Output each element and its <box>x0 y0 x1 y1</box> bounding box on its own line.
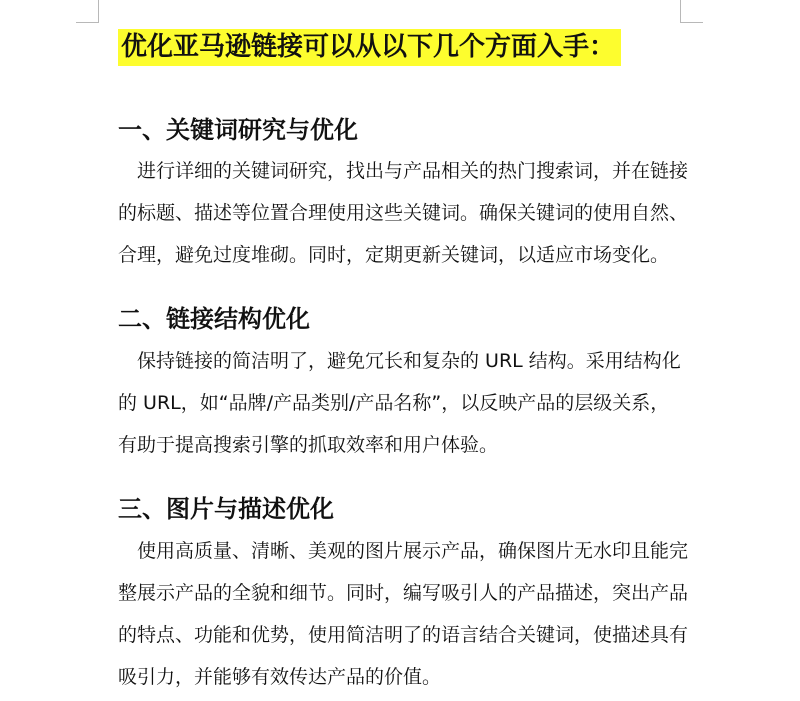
paragraph-line: 吸引力，并能够有效传达产品的价值。 <box>118 666 442 688</box>
section-paragraph-image-description <box>118 530 690 698</box>
page-margin-mark-left <box>76 0 99 23</box>
section-paragraph-keyword-research <box>118 150 690 276</box>
paragraph-line: 使用高质量、清晰、美观的图片展示产品，确保图片无水印且能完 <box>137 540 689 562</box>
paragraph-line: 合理，避免过度堆砌。同时，定期更新关键词，以适应市场变化。 <box>118 244 670 266</box>
section-paragraph-link-structure <box>118 340 690 466</box>
page-margin-mark-right <box>680 0 703 23</box>
document-title: 优化亚马逊链接可以从以下几个方面入手： <box>118 29 621 66</box>
section-heading-keyword-research: 一、关键词研究与优化 <box>118 116 358 144</box>
paragraph-line: 的特点、功能和优势，使用简洁明了的语言结合关键词，使描述具有 <box>118 624 689 646</box>
paragraph-line: 整展示产品的全貌和细节。同时，编写吸引人的产品描述，突出产品 <box>118 582 689 604</box>
section-heading-image-description: 三、图片与描述优化 <box>118 495 334 523</box>
section-heading-link-structure: 二、链接结构优化 <box>118 305 310 333</box>
paragraph-line: 的 URL，如“品牌/产品类别/产品名称”，以反映产品的层级关系， <box>118 392 670 414</box>
paragraph-line: 有助于提高搜索引擎的抓取效率和用户体验。 <box>118 434 499 456</box>
paragraph-line: 保持链接的简洁明了，避免冗长和复杂的 URL 结构。采用结构化 <box>137 350 681 372</box>
paragraph-line: 的标题、描述等位置合理使用这些关键词。确保关键词的使用自然、 <box>118 202 689 224</box>
paragraph-line: 进行详细的关键词研究，找出与产品相关的热门搜索词，并在链接 <box>137 160 689 182</box>
